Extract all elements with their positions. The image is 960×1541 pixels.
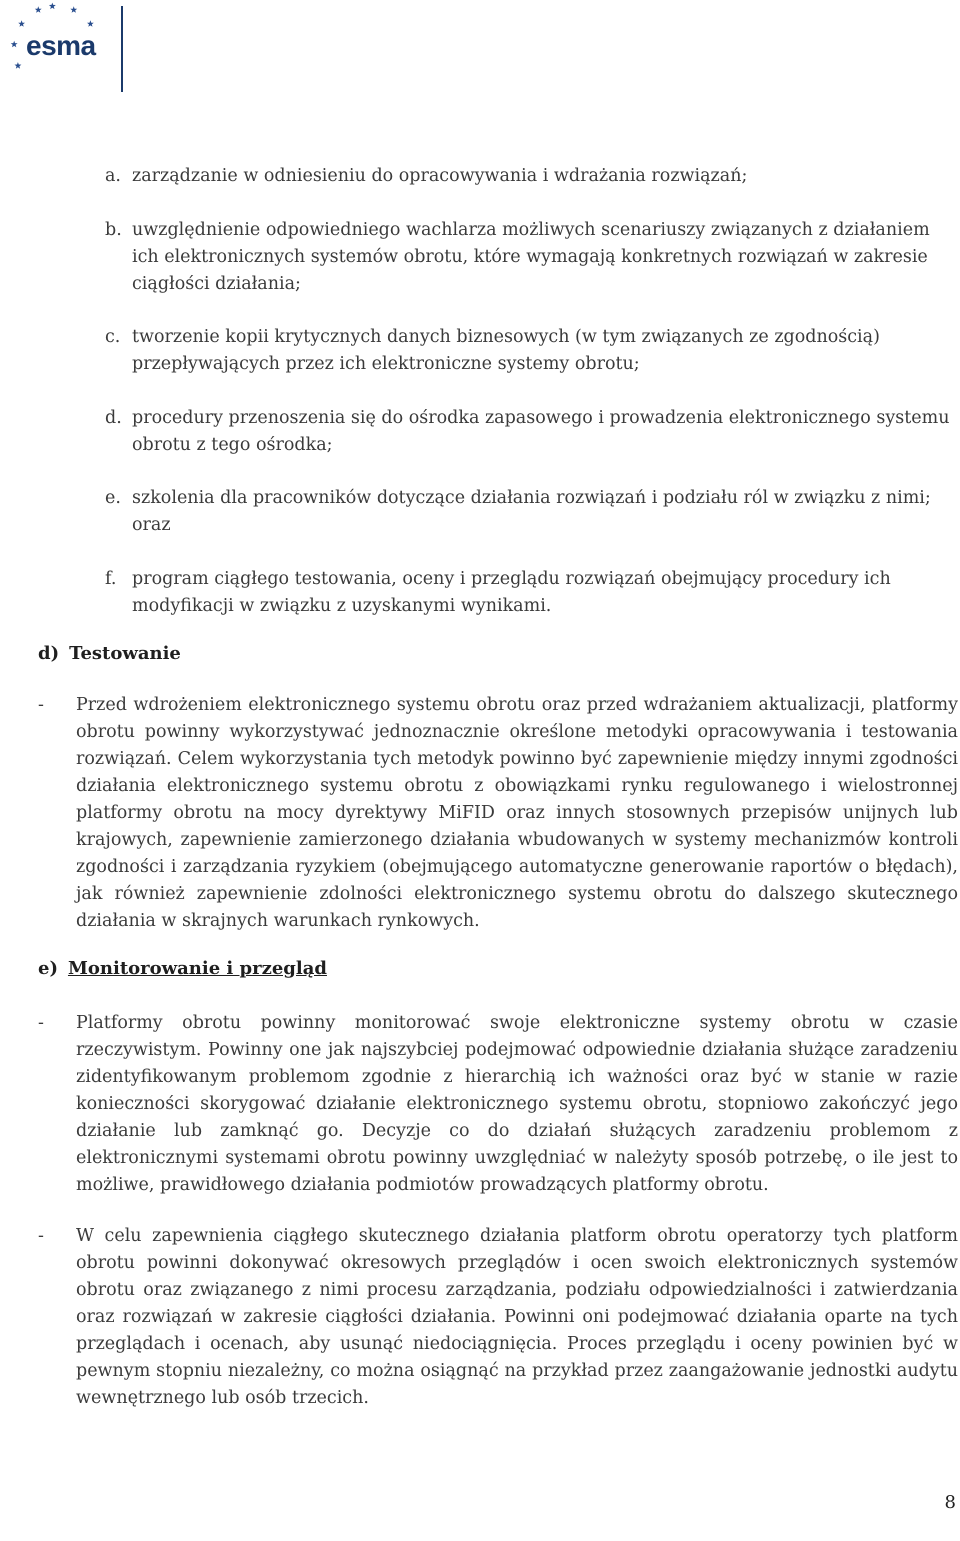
list-item-text: tworzenie kopii krytycznych danych biznesowych (w tym związanych ze zgodnością) przepływających przez ich elektroniczne systemy obrotu;: [132, 327, 880, 374]
section-title: Monitorowanie i przegląd: [67, 958, 327, 979]
paragraph: [38, 1010, 958, 1199]
star-icon: [49, 3, 56, 10]
list-item: [105, 566, 955, 620]
paragraph: [38, 692, 958, 935]
list-marker: e.: [105, 488, 121, 508]
list-item-text: procedury przenoszenia się do ośrodka zapasowego i prowadzenia elektronicznego systemu obrotu z tego ośrodka;: [132, 408, 950, 455]
section-heading-monitoring: [38, 958, 327, 979]
list-item: [105, 405, 955, 459]
list-item: [105, 324, 955, 378]
star-icon: [87, 20, 94, 27]
bullet-dash: -: [38, 1013, 44, 1033]
section-number: d): [38, 643, 60, 664]
list-item-text: zarządzanie w odniesieniu do opracowywania i wdrażania rozwiązań;: [132, 166, 748, 186]
paragraph-text: Przed wdrożeniem elektronicznego systemu obrotu oraz przed wdrażaniem aktualizacji, platformy obrotu powinny wykorzystywać jednoznacznie określone metodyki opracowywania i testowania rozwiązań. Celem wykorzystania tych metodyk powinno być zapewnienie między innymi zgodności działania elektronicznego systemu obrotu z obowiązkami rynku regulowanego i wielostronnej platformy obrotu na mocy dyrektywy MiFID oraz innych stosownych przepisów unijnych lub krajowych, zapewnienie zamierzonego działania wbudowanych w systemy mechanizmów kontroli zgodności i zarządzania ryzykiem (obejmującego automatyczne generowanie raportów o błędach), jak również zapewnienie zdolności elektronicznego systemu obrotu do dalszego skutecznego działania w skrajnych warunkach rynkowych.: [76, 695, 958, 931]
list-marker: f.: [105, 569, 117, 589]
paragraph-text: W celu zapewnienia ciągłego skutecznego działania platform obrotu operatorzy tych platform obrotu powinni dokonywać okresowych przeglądów i ocen swoich elektronicznych systemów obrotu oraz związanego z nimi procesu zarządzania, podziału odpowiedzialności i zatwierdzania oraz rozwiązań w zakresie ciągłości działania. Powinni oni podejmować działania oparte na tych przeglądach i ocenach, aby usunąć niedociągnięcia. Proces przeglądu i oceny powinien być w pewnym stopniu niezależny, co można osiągnąć na przykład przez zaangażowanie jednostki audytu wewnętrznego lub osób trzecich.: [76, 1226, 958, 1408]
page-number: 8: [944, 1492, 956, 1513]
section-title: Testowanie: [69, 643, 181, 664]
logo-divider: [121, 6, 123, 92]
paragraph: [38, 1223, 958, 1412]
list-item: [105, 485, 955, 539]
section-heading-testing: [38, 643, 181, 664]
esma-logo: [0, 0, 130, 100]
bullet-dash: -: [38, 1226, 44, 1246]
paragraph-text: Platformy obrotu powinny monitorować swoje elektroniczne systemy obrotu w czasie rzeczywistym. Powinny one jak najszybciej podejmować odpowiednie działania służące zaradzeniu zidentyfikowanym problemom zgodnie z hierarchią ich ważności oraz być w stanie w razie konieczności skorygować działanie elektronicznego systemu obrotu, stopniowo zakończyć jego działanie lub zamknąć go. Decyzje co do działań służących zaradzeniu problemom z elektronicznymi systemami obrotu powinny uwzględniać w należyty sposób potrzebę, o ile jest to możliwe, prawidłowego działania podmiotów prowadzących platformy obrotu.: [76, 1013, 958, 1195]
list-item-text: szkolenia dla pracowników dotyczące działania rozwiązań i podziału ról w związku z nimi; oraz: [132, 488, 931, 535]
list-item: [105, 217, 955, 298]
section-number: e): [38, 958, 58, 979]
list-marker: a.: [105, 166, 121, 186]
star-icon: [11, 41, 18, 48]
list-item-text: uwzględnienie odpowiedniego wachlarza możliwych scenariuszy związanych z działaniem ich elektronicznych systemów obrotu, które wymagają konkretnych rozwiązań w zakresie ciągłości działania;: [132, 220, 930, 294]
bullet-dash: -: [38, 695, 44, 715]
list-item-text: program ciągłego testowania, oceny i przeglądu rozwiązań obejmujący procedury ich modyfikacji w związku z uzyskanymi wynikami.: [132, 569, 891, 616]
star-icon: [15, 62, 22, 69]
logo-text: esma: [26, 30, 96, 61]
list-marker: d.: [105, 408, 122, 428]
star-icon: [18, 20, 25, 27]
list-marker: c.: [105, 327, 121, 347]
list-marker: b.: [105, 220, 122, 240]
star-icon: [35, 6, 42, 13]
star-icon: [70, 6, 77, 13]
list-item: [105, 163, 955, 190]
